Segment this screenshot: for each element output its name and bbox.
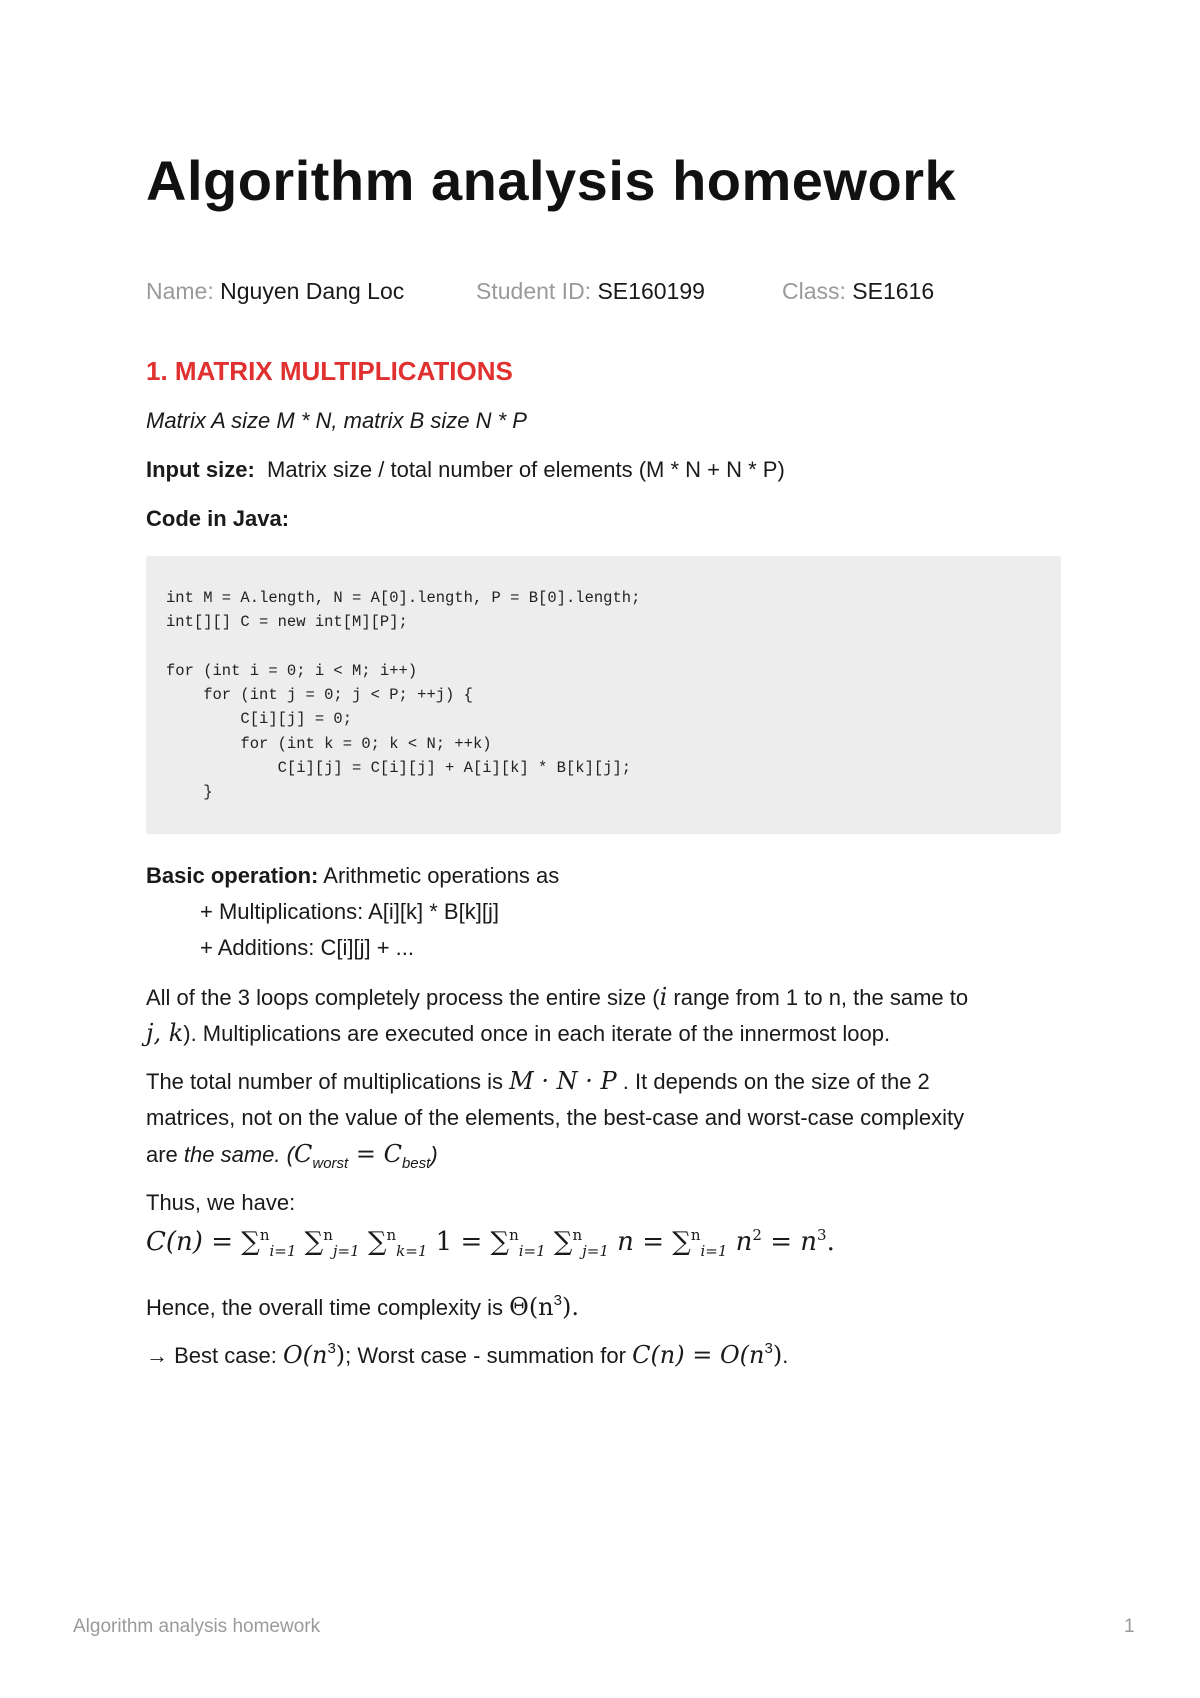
footer-title: Algorithm analysis homework xyxy=(73,1616,321,1637)
hence-line: Hence, the overall time complexity is $\Theta(n^3)$. xyxy=(146,1292,579,1321)
bullet-multiplications: + Multiplications: A[i][k] * B[k][j] xyxy=(200,899,499,924)
matrix-description: Matrix A size M * N, matrix B size N * P xyxy=(146,408,527,433)
class-field: Class: SE1616 xyxy=(782,278,935,304)
name-field: Name: Nguyen Dang Loc xyxy=(146,278,405,304)
summation-formula: C(n) = ∑$^n_{i=1}$ ∑$^n_{j=1}$ ∑$^n_{k=1}$ 1 = ∑$^n_{i=1}$ ∑$^n_{j=1}$ n = ∑$^n_{i=1}$ $n^2 = n^3$. xyxy=(146,1226,835,1260)
total-paragraph-line3: are the same. $(C_{worst} = C_{best})$ xyxy=(146,1140,438,1172)
thus-line: Thus, we have: xyxy=(146,1190,296,1215)
total-paragraph-line1: The total number of multiplications is M · N · P . It depends on the size of the 2 xyxy=(146,1067,930,1095)
student-id-field: Student ID: SE160199 xyxy=(476,278,705,304)
code-block xyxy=(146,556,1061,834)
basic-operation: Basic operation: Arithmetic operations as xyxy=(146,863,560,888)
student-info xyxy=(146,278,934,305)
loops-paragraph-line2: j, k). Multiplications are executed once in each iterate of the innermost loop. xyxy=(146,1019,891,1047)
loops-paragraph-line1: All of the 3 loops completely process the entire size (i range from 1 to n, the same to xyxy=(146,983,969,1011)
code-label: Code in Java: xyxy=(146,506,290,531)
section-heading: 1. MATRIX MULTIPLICATIONS xyxy=(146,356,513,386)
total-paragraph-line2: matrices, not on the value of the elements, the best-case and worst-case complexity xyxy=(146,1105,965,1130)
best-worst-line: → Best case: $O(n^3)$; Worst case - summation for $C(n) = O(n^3)$. xyxy=(146,1340,789,1369)
bullet-additions: + Additions: C[i][j] + ... xyxy=(200,935,414,960)
page-number: 1 xyxy=(1124,1616,1135,1637)
java-code: int M = A.length, N = A[0].length, P = B[0].length; int[][] C = new int[M][P]; for (int i = 0; i < M; i++) for (int j = 0; j < P; ++j) { C[i][j] = 0; for (int k = 0; k < N; ++k) C[i][j] = C[i][j] + A[i][k] * B[k][j]; } xyxy=(166,589,641,802)
input-size: Input size: Matrix size / total number of elements (M * N + N * P) xyxy=(146,457,785,482)
document-title: Algorithm analysis homework xyxy=(146,149,957,212)
